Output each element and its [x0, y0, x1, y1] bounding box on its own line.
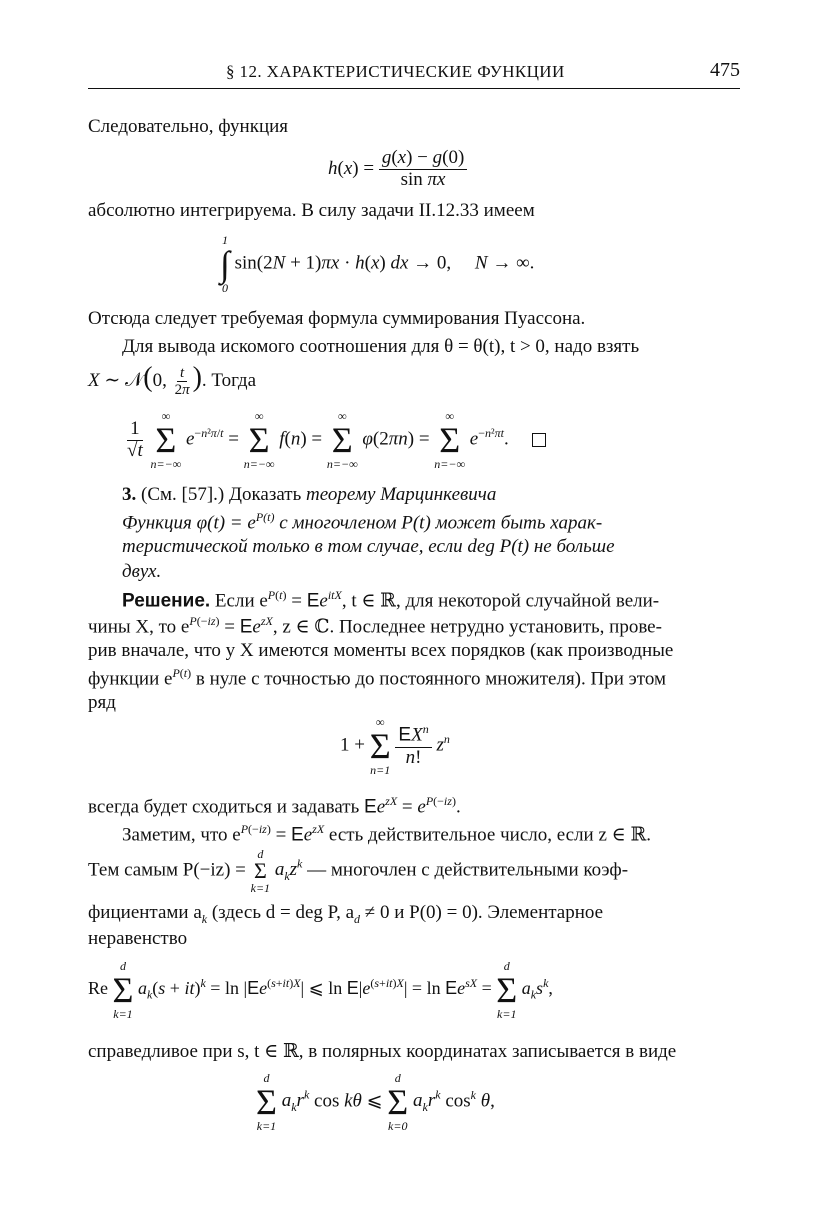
statement-part: Функция φ(t) = e: [122, 512, 256, 534]
statement-line: Функция $\varphi(t) = e^{P(t)}$ с многочленом P(t) может быть харак-: [122, 510, 603, 534]
statement-line: двух.: [122, 561, 162, 582]
solution-line: всегда будет сходиться и задавать $Ee^{zX} = e^{P(-iz)}$.: [88, 794, 461, 818]
text-line: Отсюда следует требуемая формула суммирования Пуассона.: [88, 308, 586, 329]
text-part: , z ∈ ℂ. Последнее нетрудно установить, прове-: [272, 616, 662, 638]
solution-line: неравенство: [88, 928, 188, 949]
solution-line: фициентами $a_k$ (здесь d = deg P, $a_d \ne 0$ и P(0) = 0). Элементарное: [88, 902, 604, 926]
statement-line: теристической только в том случае, если deg P(t) не больше: [122, 536, 615, 557]
text-part: всегда будет сходиться и задавать: [88, 796, 360, 818]
problem-3: [122, 484, 496, 506]
solution-line: справедливое при s, t ∈ ℝ, в полярных координатах записывается в виде: [88, 1041, 677, 1062]
text-part: Тем самым P(−iz) =: [88, 859, 246, 881]
text-part: функции e: [88, 668, 173, 690]
solution-line: Тем самым P(−iz) = d Σ k=1 $a_kz^k$ — многочлен с действительными коэф-: [88, 847, 629, 895]
text-part: Если e: [214, 590, 268, 612]
header-title: § 12. ХАРАКТЕРИСТИЧЕСКИЕ ФУНКЦИИ: [226, 62, 565, 81]
text-part: фициентами a: [88, 902, 202, 923]
text-part: Заметим, что e: [122, 824, 241, 846]
text-part: есть действительное число, если z ∈ ℝ.: [328, 824, 652, 846]
solution-line: чины X, то $e^{P(-iz)} = Ee^{zX}$, z ∈ ℂ. Последнее нетрудно установить, прове-: [88, 614, 662, 638]
formula-integral: 1 ∫ 0 sin(2N + 1)πx · h(x) dx → 0, N → ∞.: [220, 233, 535, 295]
text-line: Следовательно, функция: [88, 116, 289, 137]
problem-theorem: теорему Марцинкевича: [306, 484, 497, 505]
statement-part: с многочленом P(t) может быть харак-: [279, 512, 603, 534]
formula-polar: d Σ k=1 $a_kr^k$ cos kθ ⩽ d Σ k=0 $a_kr^k$ $\cos^k \theta$,: [256, 1071, 495, 1133]
text-line: абсолютно интегрируема. В силу задачи II.12.33 имеем: [88, 200, 535, 221]
problem-number: 3.: [122, 484, 137, 505]
text-part: (здесь d = deg P, a: [211, 902, 355, 923]
qed-square-icon: [532, 433, 546, 447]
text-part: , t ∈ ℝ, для некоторой случайной вели-: [341, 590, 660, 612]
solution-line: функции $e^{P(t)}$ в нуле с точностью до постоянного множителя). При этом: [88, 666, 667, 690]
text-part: — многочлен с действительными коэф-: [307, 859, 629, 881]
solution-line: ряд: [88, 692, 116, 713]
solution-line: рив вначале, что у X имеются моменты всех порядков (как производные: [88, 640, 674, 661]
solution-label: Решение.: [122, 590, 211, 612]
text-part: чины X, то e: [88, 616, 190, 638]
formula-h: h(x) = $\frac{g(x) - g(0)}{\text{sin πx}}$: [328, 148, 467, 191]
text-line: X ∼ 𝒩(0, $\frac{t}{2\pi}$ ). Тогда: [88, 362, 257, 399]
formula-inequality: Re d Σ k=1 $a_k(s + it)^k = \ln |Ee^{(s+it)X}|$ ⩽ $\ln E|e^{(s+it)X}| = \ln Ee^{sX}$ = d Σ k=1 $a_ks^k$,: [88, 959, 553, 1021]
problem-ref: (См. [57].) Доказать: [141, 484, 302, 505]
formula-poisson: $\frac{1}{√t}$ ∞ Σ n=−∞ $e^{-n^2\pi/t}$ = ∞ Σ n=−∞ f(n) = ∞ Σ n=−∞ φ(2πn) = ∞ Σ n=−∞ $e^{-n^2\pi t}$.: [124, 410, 546, 470]
text-line: Для вывода искомого соотношения для θ = θ(t), t > 0, надо взять: [122, 336, 640, 357]
tail: . Тогда: [201, 370, 257, 391]
text-part: ≠ 0 и P(0) = 0). Элементарное: [364, 902, 604, 923]
formula-series: 1 + ∞ Σ n=1 $EX^n$ n! $z^n$: [340, 715, 450, 777]
solution-line: Заметим, что $e^{P(-iz)} = Ee^{zX}$ есть действительное число, если z ∈ ℝ.: [122, 822, 652, 846]
running-header: [88, 56, 740, 89]
page-number: 475: [710, 59, 740, 81]
text-part: в нуле с точностью до постоянного множителя). При этом: [195, 668, 667, 690]
solution-line: Решение. Если $e^{P(t)} = Ee^{itX}$, t ∈ ℝ, для некоторой случайной вели-: [122, 588, 660, 612]
